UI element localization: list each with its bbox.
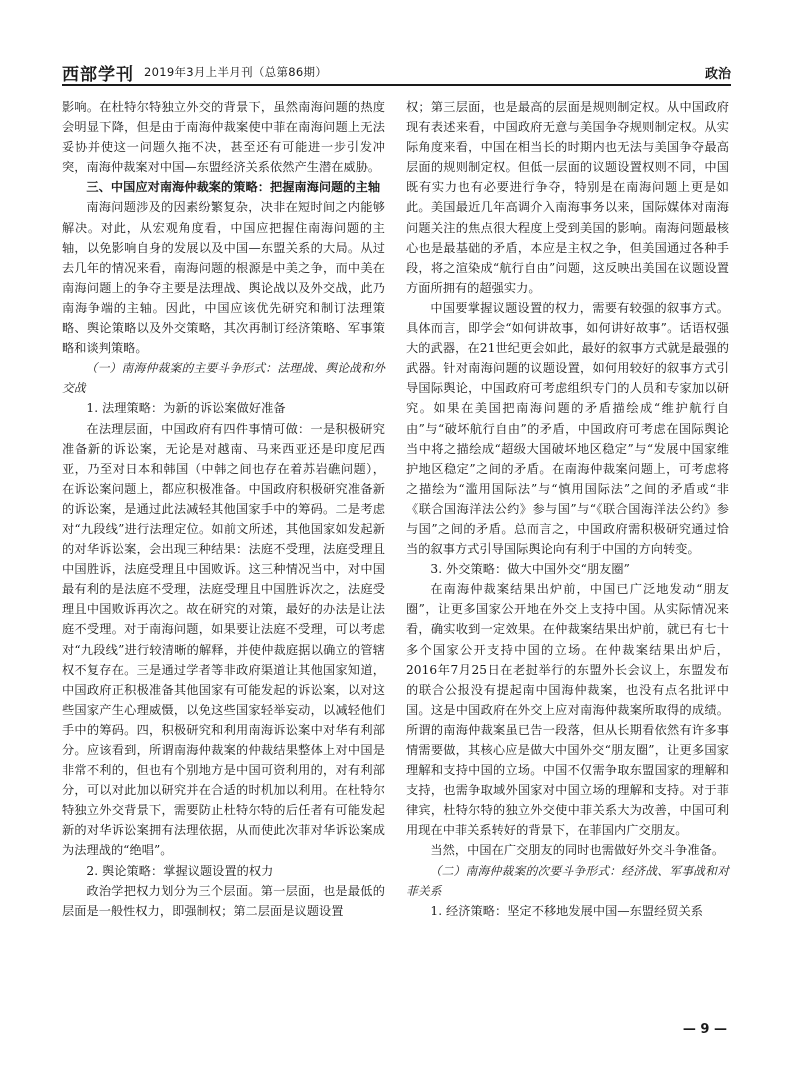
- journal-logo: 西部学刊: [62, 65, 134, 85]
- paragraph: 在法理层面，中国政府有四件事情可做：一是积极研究准备新的诉讼案，无论是对越南、马来西亚还是印度尼西亚，乃至对日本和韩国（中韩之间也存在着苏岩礁问题），在诉讼案问题上，都应积极准备。中国政府积极研究准备新的诉讼案，是通过此法减轻其他国家手中的筹码。二是考虑对“九段线”进行法理定位。如前文所述，其他国家如发起新的对华诉讼案，会出现三种结果：法庭不受理，法庭受理且中国胜诉，法庭受理且中国败诉。这三种情况当中，对中国最有利的是法庭不受理，法庭受理且中国胜诉次之，法庭受理且中国败诉再次之。故在研究的对策，最好的办法是让法庭不受理。对于南海问题，如果要让法庭不受理，可以考虑对“九段线”进行较清晰的解释，并使仲裁庭据以确立的管辖权不复存在。三是通过学者等非政府渠道让其他国家知道，中国政府正积极准备其他国家有可能发起的诉讼案，以对这些国家产生心理威慑，以免这些国家轻举妄动，以减轻他们手中的筹码。四，积极研究和利用南海诉讼案中对华有利部分。应该看到，所谓南海仲裁案的仲裁结果整体上对中国是非常不利的，但也有个别地方是中国可资利用的，对有利部分，可以对此加以研究并在合适的时机加以利用。在杜特尔特独立外交背景下，需要防止杜特尔特的后任者有可能发起新的对华诉讼案拥有法理依据，从而使此次菲对华诉讼案成为法理战的“绝唱”。: [62, 421, 385, 858]
- paragraph: 政治学把权力划分为三个层面。第一层面，也是最低的层面是一般性权力，即强制权；第二层面是议题设置: [62, 883, 385, 918]
- running-header: [62, 58, 731, 86]
- paragraph: 影响。在杜特尔特独立外交的背景下，虽然南海问题的热度会明显下降，但是由于南海仲裁案使中菲在南海问题上无法妥协并使这一问题久拖不决，甚至还有可能进一步引发冲突，南海仲裁案对中国—东盟经济关系依然产生潜在威胁。: [62, 100, 385, 175]
- subsubsection-heading: 3. 外交策略：做大中国外交“朋友圈”: [430, 562, 630, 577]
- paragraph: 当然，中国在广交朋友的同时也需做好外交斗争准备。: [430, 843, 725, 858]
- subsubsection-heading: 1. 经济策略：坚定不移地发展中国—东盟经贸关系: [430, 903, 704, 918]
- page-number: — 9 —: [682, 1022, 727, 1037]
- subsubsection-heading: 1. 法理策略：为新的诉讼案做好准备: [86, 401, 286, 416]
- paragraph: 在南海仲裁案结果出炉前，中国已广泛地发动“朋友圈”，让更多国家公开地在外交上支持中国。从实际情况来看，确实收到一定效果。在仲裁案结果出炉前，就已有七十多个国家公开支持中国的立场。在仲裁案结果出炉后，2016年7月25日在老挝举行的东盟外长会议上，东盟发布的联合公报没有提起南中国海仲裁案，也没有点名批评中国。这是中国政府在外交上应对南海仲裁案所取得的成绩。所谓的南海仲裁案虽已告一段落，但从长期看依然有许多事情需要做，其核心应是做大中国外交“朋友圈”，让更多国家理解和支持中国的立场。中国不仅需争取东盟国家的理解和支持，也需争取域外国家对中国立场的理解和支持。对于菲律宾，杜特尔特的独立外交使中菲关系大为改善，中国可利用现在中菲关系转好的背景下，在菲国内广交朋友。: [406, 582, 729, 838]
- right-column: [406, 97, 729, 921]
- paragraph: 中国要掌握议题设置的权力，需要有较强的叙事方式。具体而言，即学会“如何讲故事，如何讲好故事”。话语权强大的武器，在21世纪更会如此，最好的叙事方式就是最强的武器。针对南海问题的议题设置，如何用较好的叙事方式引导国际舆论，中国政府可考虑组织专门的人员和专家加以研究。如果在美国把南海问题的矛盾描绘成“维护航行自由”与“破坏航行自由”的矛盾，中国政府可考虑在国际舆论当中将之描绘成“超级大国破坏地区稳定”与“发展中国家维护地区稳定”之间的矛盾。在南海仲裁案问题上，可考虑将之描绘为“滥用国际法”与“慎用国际法”之间的矛盾或“非《联合国海洋法公约》参与国”与“《联合国海洋法公约》参与国”之间的矛盾。总而言之，中国政府需积极研究通过恰当的叙事方式引导国际舆论向有利于中国的方向转变。: [406, 300, 729, 557]
- subsection-heading: （一）南海仲裁案的主要斗争形式：法理战、舆论战和外交战: [62, 361, 385, 396]
- section-tag: 政治: [704, 67, 731, 82]
- paragraph: 权；第三层面，也是最高的层面是规则制定权。从中国政府现有表述来看，中国政府无意与美国争夺规则制定权。从实际角度来看，中国在相当长的时期内也无法与美国争夺最高层面的规则制定权。但低一层面的议题设置权则不同，中国既有实力也有必要进行争夺，特别是在南海问题上更是如此。美国最近几年高调介入南海事务以来，国际媒体对南海问题关注的焦点很大程度上受到美国的影响。南海问题最核心也是最基础的矛盾，本应是主权之争，但美国通过各种手段，将之渲染成“航行自由”问题，这反映出美国在议题设置方面所拥有的超强实力。: [406, 100, 729, 295]
- left-column: [62, 97, 385, 921]
- paragraph: 南海问题涉及的因素纷繁复杂，决非在短时间之内能够解决。对此，从宏观角度看，中国应把握住南海问题的主轴，以免影响自身的发展以及中国—东盟关系的大局。从过去几年的情况来看，南海问题的根源是中美之争，而中美在南海问题上的争夺主要是法理战、舆论战以及外交战，此乃南海争端的主轴。因此，中国应该优先研究和制订法理策略、舆论策略以及外交策略，其次再制订经济策略、军事策略和谈判策略。: [62, 200, 385, 356]
- subsubsection-heading: 2. 舆论策略：掌握议题设置的权力: [86, 863, 274, 878]
- journal-issue: 2019年3月上半月刊（总第86期）: [144, 65, 328, 79]
- subsection-heading: （二）南海仲裁案的次要斗争形式：经济战、军事战和对菲关系: [406, 863, 729, 898]
- section-heading: 三、中国应对南海仲裁案的策略：把握南海问题的主轴: [86, 180, 381, 195]
